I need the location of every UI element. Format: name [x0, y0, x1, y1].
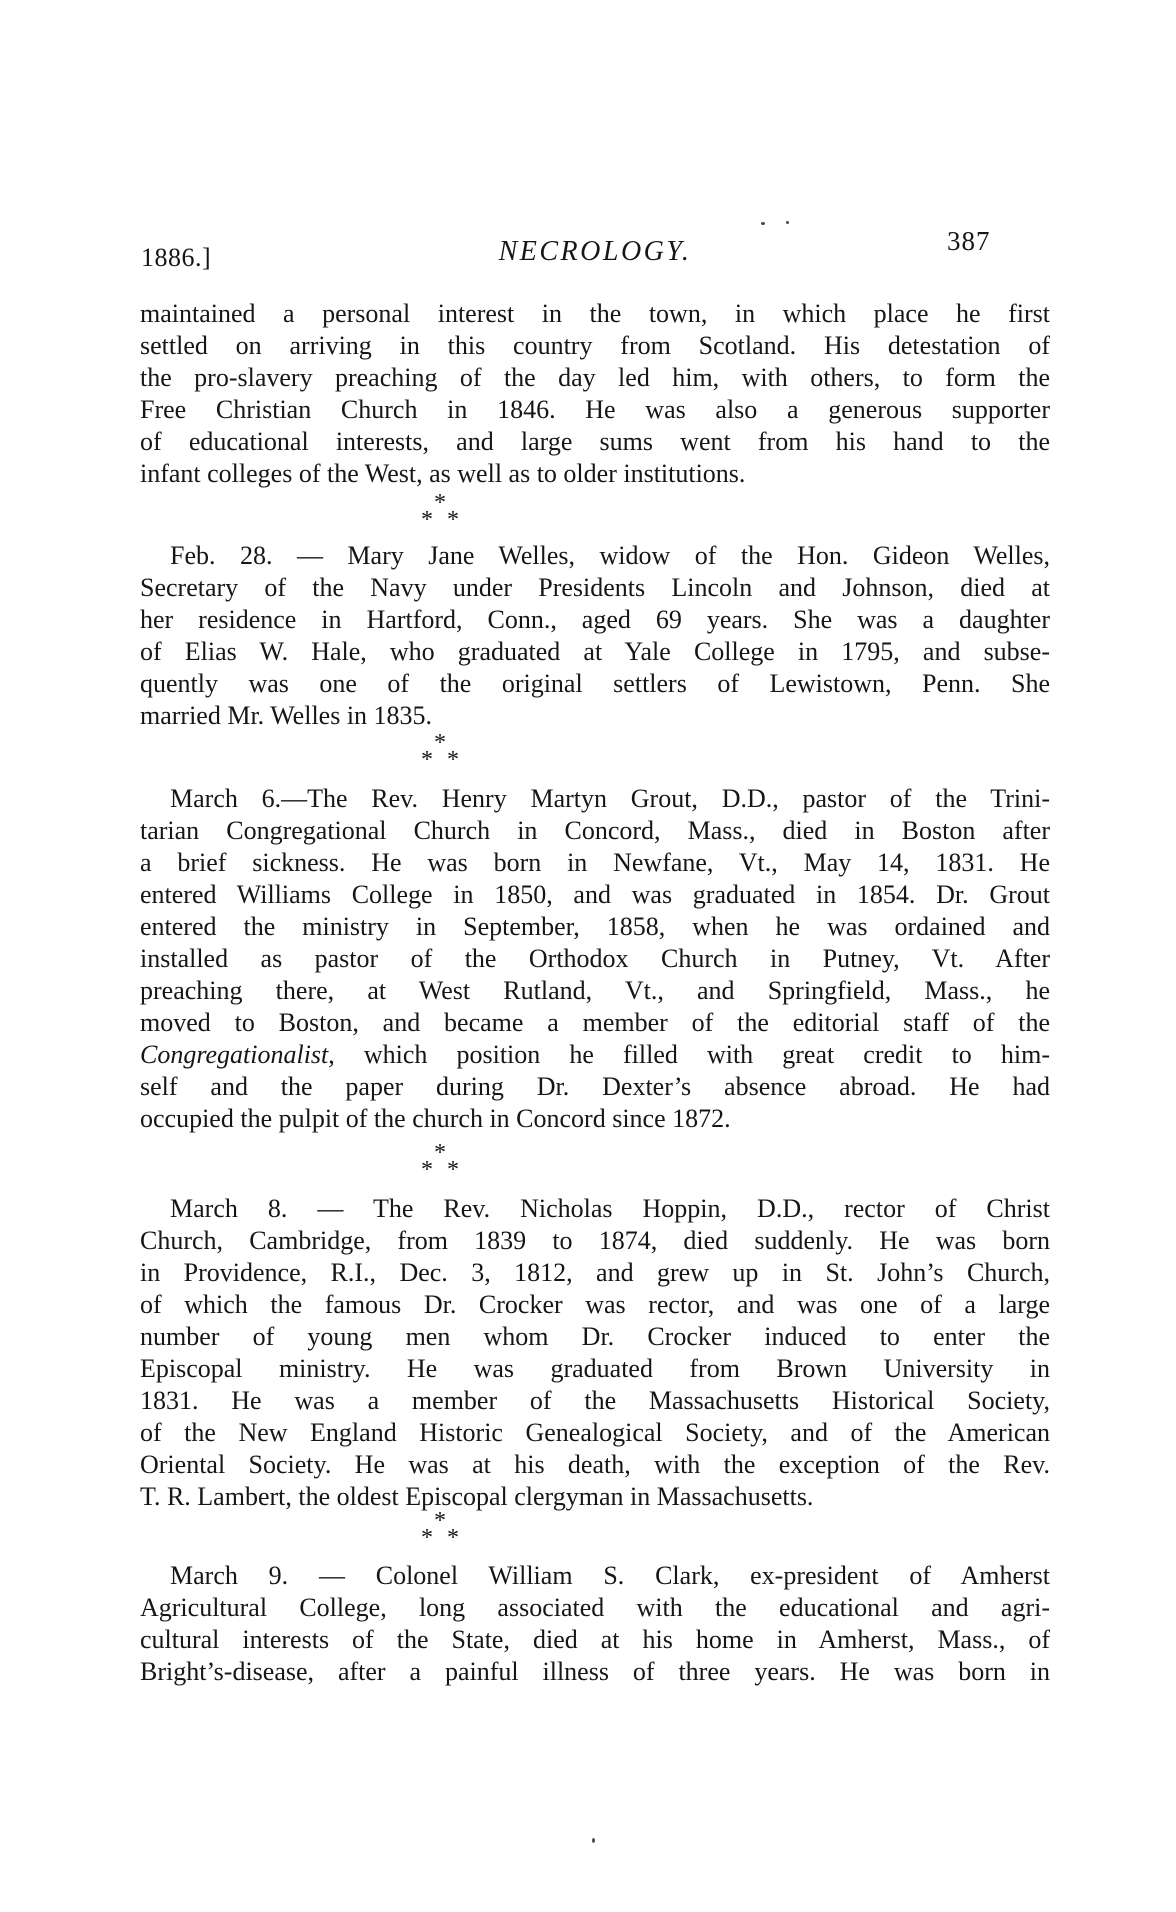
asterisk-glyph: *	[434, 1140, 446, 1166]
asterisk-glyph: *	[434, 730, 446, 756]
asterisk-pair	[400, 1525, 480, 1551]
header-year-label: 1886.]	[141, 243, 212, 272]
obituary-paragraph-march-6-grout: March 6.—The Rev. Henry Martyn Grout, D.D., pastor of the Trini- tarian Congregational Church in Concord, Mass., died in Boston after a brief sickness. He was born in Newfane, Vt., May 14, 1831. He entered Williams College in 1850, and was graduated in 1854. Dr. Grout entered the ministry in September, 1858, when he was ordained and installed as pastor of the Orthodox Church in Putney, Vt. After preaching there, at West Rutland, Vt., and Springfield, Mass., he moved to Boston, and became a member of the editorial staff of the Congregationalist, which position he filled with great credit to him- self and the paper during Dr. Dexter’s absence abroad. He had occupied the pulpit of the church in Concord since 1872.	[140, 784, 1050, 1133]
asterisk-glyph: *	[447, 1157, 459, 1183]
page-title: NECROLOGY.	[498, 236, 692, 267]
asterisk-glyph: *	[421, 1157, 433, 1183]
page-number: 387	[947, 226, 991, 256]
asterisk-glyph: *	[434, 490, 446, 516]
asterisk-glyph: *	[421, 747, 433, 773]
scan-speck	[786, 221, 789, 224]
obituary-paragraph-march-8-hoppin: March 8. — The Rev. Nicholas Hoppin, D.D., rector of Christ Church, Cambridge, from 1839 to 1874, died suddenly. He was born in Providence, R.I., Dec. 3, 1812, and grew up in St. John’s Church, of which the famous Dr. Crocker was rector, and was one of a large number of young men whom Dr. Crocker induced to enter the Episcopal ministry. He was graduated from Brown University in 1831. He was a member of the Massachusetts Historical Society, of the New England Historic Genealogical Society, and of the American Oriental Society. He was at his death, with the exception of the Rev. T. R. Lambert, the oldest Episcopal clergyman in Massachusetts.	[140, 1194, 1050, 1511]
asterisk-glyph: *	[447, 747, 459, 773]
asterism-divider	[400, 730, 480, 773]
obituary-paragraph-continuation: maintained a personal interest in the town, in which place he first settled on arriving in this country from Scotland. His detestation of the pro-slavery preaching of the day led him, with others, to form the Free Christian Church in 1846. He was also a generous supporter of educational interests, and large sums went from his hand to the infant colleges of the West, as well as to older institutions.	[140, 299, 1050, 488]
obituary-paragraph-feb-28-welles: Feb. 28. — Mary Jane Welles, widow of the Hon. Gideon Welles, Secretary of the Navy under Presidents Lincoln and Johnson, died at her residence in Hartford, Conn., aged 69 years. She was a daughter of Elias W. Hale, who graduated at Yale College in 1795, and subse- quently was one of the original settlers of Lewistown, Penn. She married Mr. Welles in 1835.	[140, 541, 1050, 730]
asterism-divider	[400, 1140, 480, 1183]
asterisk-glyph: *	[447, 1525, 459, 1551]
asterism-divider	[400, 1508, 480, 1551]
scan-speck	[592, 1838, 595, 1843]
asterisk-glyph: *	[434, 1508, 446, 1534]
obituary-paragraph-march-9-clark: March 9. — Colonel William S. Clark, ex-president of Amherst Agricultural College, long associated with the educational and agri- cultural interests of the State, died at his home in Amherst, Mass., of Bright’s-disease, after a painful illness of three years. He was born in	[140, 1561, 1050, 1686]
asterism-divider	[400, 490, 480, 533]
asterisk-pair	[400, 747, 480, 773]
asterisk-pair	[400, 507, 480, 533]
asterisk-glyph: *	[421, 507, 433, 533]
asterisk-glyph: *	[421, 1525, 433, 1551]
scan-speck	[761, 222, 765, 225]
asterisk-pair	[400, 1157, 480, 1183]
asterisk-glyph: *	[447, 507, 459, 533]
